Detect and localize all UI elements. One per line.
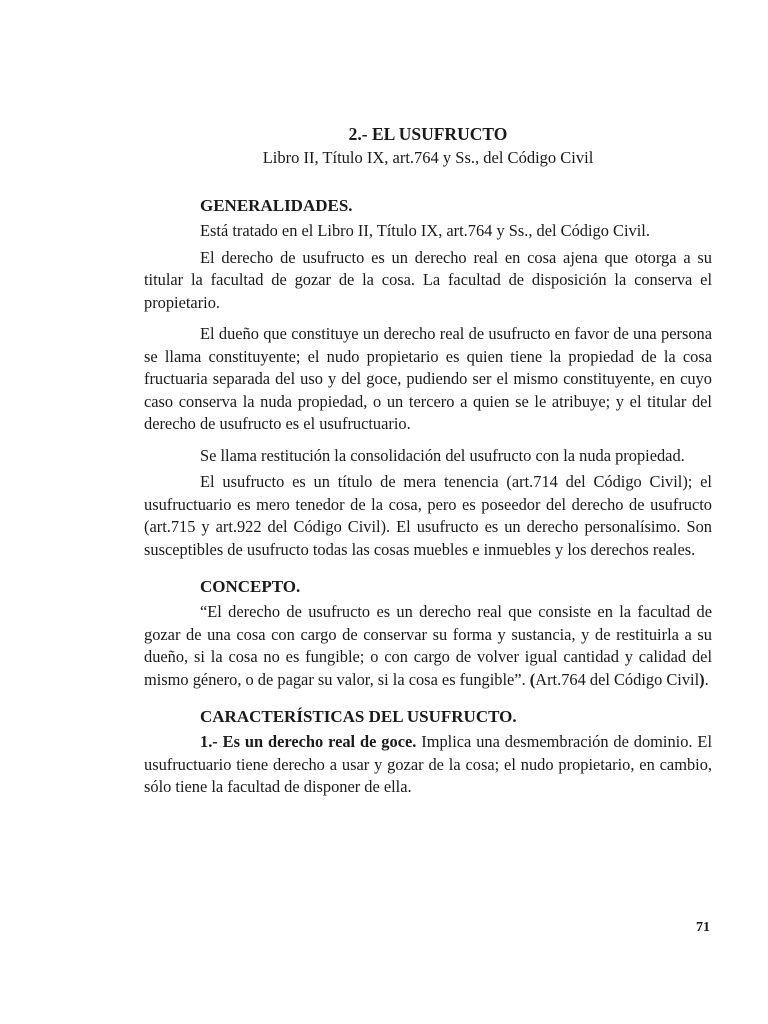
citation: Art.764 del Código Civil <box>535 669 700 689</box>
item-text: Implica una desmembración de dominio. El usufructuario tiene derecho a usar y gozar de la cosa; el nudo propietario, en cambio, sólo tiene la facultad de disponer de ella. <box>144 732 712 796</box>
paragraph: Está tratado en el Libro II, Título IX, art.764 y Ss., del Código Civil. <box>200 221 650 240</box>
close-paren: ) <box>699 669 705 689</box>
paragraph: El dueño que constituye un derecho real de usufructo en favor de una persona se llama constituyente; el nudo propietario es quien tiene la propiedad de la cosa fructuaria separada del uso y del goce, pudiendo ser el mismo constituyente, en cuyo caso conserva la nuda propiedad, o un tercero a quien se le atribuye; y el titular del derecho de usufructo es el usufructuario. <box>144 324 712 433</box>
page-subtitle: Libro II, Título IX, art.764 y Ss., del Código Civil <box>262 148 594 167</box>
document-page <box>144 122 712 808</box>
section-heading-concepto: CONCEPTO. <box>200 577 301 596</box>
page-title: 2.- EL USUFRUCTO <box>348 124 508 144</box>
section-heading-generalidades: GENERALIDADES. <box>200 196 353 215</box>
item-title: 1.- Es un derecho real de goce. <box>200 732 417 751</box>
page-number: 71 <box>696 920 710 935</box>
quote-text: “El derecho de usufructo es un derecho real que consiste en la facultad de gozar de una cosa con cargo de conservar su forma y sustancia, y de restituirla a su dueño, si la cosa no es fungible; o con cargo de volver igual cantidad y calidad del mismo género, o de pagar su valor, si la cosa es fungible”. <box>144 602 712 689</box>
open-paren: ( <box>529 669 536 689</box>
period: . <box>704 669 709 689</box>
quote-paragraph <box>144 601 712 691</box>
section-heading-caracteristicas: CARACTERÍSTICAS DEL USUFRUCTO. <box>200 707 517 726</box>
paragraph: El usufructo es un título de mera tenencia (art.714 del Código Civil); el usufructuario es mero tenedor de la cosa, pero es poseedor del derecho de usufructo (art.715 y art.922 del Código Civil). El usufructo es un derecho personalísimo. Son susceptibles de usufructo todas las cosas muebles e inmuebles y los derechos reales. <box>144 472 712 559</box>
paragraph: El derecho de usufructo es un derecho real en cosa ajena que otorga a su titular la facultad de gozar de la cosa. La facultad de disposición la conserva el propietario. <box>144 247 712 312</box>
paragraph: Se llama restitución la consolidación del usufructo con la nuda propiedad. <box>200 445 685 465</box>
list-item <box>144 731 712 799</box>
